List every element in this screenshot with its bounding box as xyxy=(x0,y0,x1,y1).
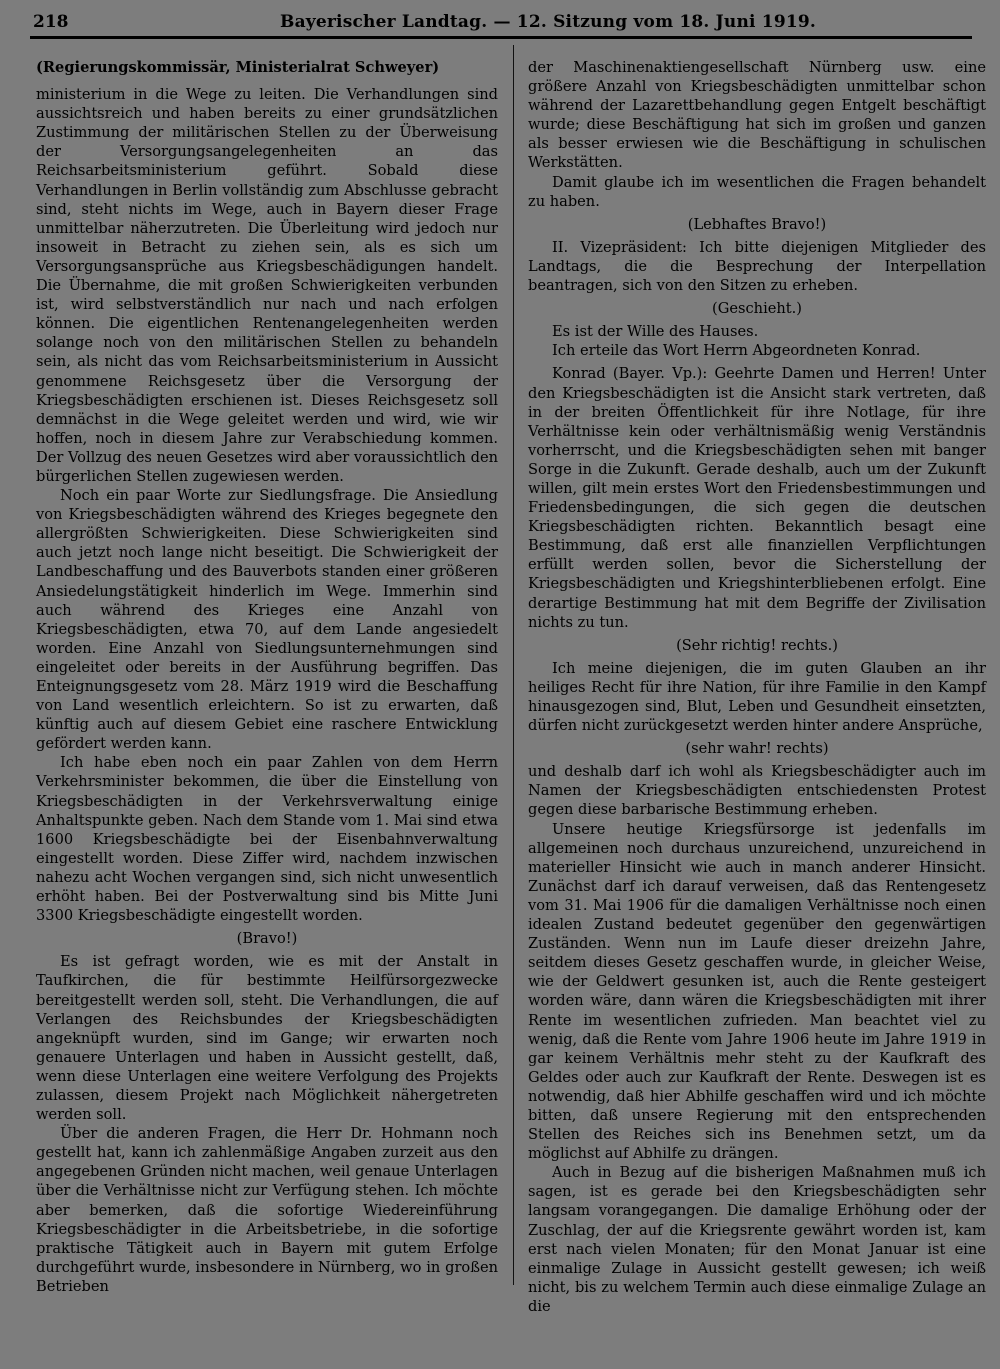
column-divider xyxy=(513,45,514,1285)
header-rule xyxy=(30,36,972,39)
running-title: Bayerischer Landtag. — 12. Sitzung vom 18. Juni 1919. xyxy=(280,12,817,32)
paragraph: und deshalb darf ich wohl als Kriegsbeschädigter auch im Namen der Kriegsbeschädigten entschiedensten Protest gegen diese barbarische Bestimmung erheben. xyxy=(528,763,986,819)
paragraph: Damit glaube ich im wesentlichen die Fragen behandelt zu haben. xyxy=(528,173,986,210)
paragraph: ministerium in die Wege zu leiten. Die Verhandlungen sind aussichtsreich und haben bereits zu einer grundsätzlichen Zustimmung der militärischen Stellen zu der Überweisung der Versorgungsangelegenheiten an das Reichsarbeitsministerium geführt. Sobald diese Verhandlungen in Berlin vollständig zum Abschlusse gebracht sind, steht nichts im Wege, auch in Bayern dieser Frage unmittelbar näherzutreten. Die Überleitung wird jedoch nur insoweit in Betracht zu ziehen sein, als es sich um Versorgungsansprüche aus Kriegsbeschädigungen handelt. Die Übernahme, die mit großen Schwierigkeiten verbunden ist, wird selbstverständlich nur nach und nach erfolgen können. Die eigentlichen Rentenangelegenheiten werden solange noch von den militärischen Stellen zu behandeln sein, als nicht das vom Reichsarbeitsministerium in Aussicht genommene Reichsgesetz über die Versorgung der Kriegsbeschädigten erschienen ist. Dieses Reichsgesetz soll demnächst in die Wege geleitet werden und wird, wie wir hoffen, noch in diesem Jahre zur Verabschiedung kommen. Der Vollzug des neuen Gesetzes wird aber voraussichtlich den bürgerlichen Stellen zugewiesen werden. xyxy=(36,86,498,485)
paragraph-konrad: Konrad (Bayer. Vp.): Geehrte Damen und Herren! Unter den Kriegsbeschädigten ist die Ansicht stark vertreten, daß in der breiten Öffentlichkeit für ihre Notlage, für ihre Verhältnisse kein oder verhältnismäßig wenig Verständnis vorherrscht, und die Kriegsbeschädigten sehen mit banger Sorge in die Zukunft. Gerade deshalb, auch um der Zukunft willen, gilt mein erstes Wort den Friedensbestimmungen und Friedensbedingungen, die sich gegen die deutschen Kriegsbeschädigten richten. Bekanntlich besagt eine Bestimmung, daß erst alle finanziellen Verpflichtungen erfüllt werden sollen, bevor die Sicherstellung der Kriegsbeschädigten und Kriegshinterbliebenen erfolgt. Eine derartige Bestimmung hat mit dem Begriffe der Zivilisation nichts zu tun. xyxy=(528,365,986,631)
interjection: (Lebhaftes Bravo!) xyxy=(687,215,827,233)
interjection: (Sehr richtig! rechts.) xyxy=(676,636,838,654)
paragraph: Unsere heutige Kriegsfürsorge ist jedenfalls im allgemeinen noch durchaus unzureichend, unzureichend in materieller Hinsicht wie auch in manch anderer Hinsicht. Zunächst darf ich darauf verweisen, daß das Rentengesetz vom 31. Mai 1906 für die damaligen Verhältnisse noch einen idealen Zustand bedeutet gegenüber den gegenwärtigen Zuständen. Wenn nun im Laufe dieser dreizehn Jahre, seitdem dieses Gesetz geschaffen wurde, in gleicher Weise, wie der Geldwert gesunken ist, auch die Rente gesteigert worden wäre, dann wären die Kriegsbeschädigten mit ihrer Rente im wesentlichen zufrieden. Man beachtet viel zu wenig, daß die Rente vom Jahre 1906 heute im Jahre 1919 in gar keinem Verhältnis mehr steht zu der Kaufkraft des Geldes oder auch zur Kaufkraft der Rente. Deswegen ist es notwendig, daß hier Abhilfe geschaffen wird und ich möchte bitten, daß unsere Regierung mit den entsprechenden Stellen des Reiches sich ins Benehmen setzt, um da möglichst auf Abhilfe zu drängen. xyxy=(528,820,986,1163)
paragraph: Über die anderen Fragen, die Herr Dr. Hohmann noch gestellt hat, kann ich zahlenmäßige Angaben zurzeit aus den angegebenen Gründen nicht machen, weil genaue Unterlagen über die Verhältnisse nicht zur Verfügung stehen. Ich möchte aber bemerken, daß die sofortige Wiedereinführung Kriegsbeschädigter in die Arbeitsbetriebe, in die sofortige praktische Tätigkeit auch in Bayern mit gutem Erfolge durchgeführt wurde, insbesondere in Nürnberg, wo in großen Betrieben xyxy=(36,1125,498,1295)
paragraph: Ich habe eben noch ein paar Zahlen von dem Herrn Verkehrsminister bekommen, die über die Einstellung von Kriegsbeschädigten in der Verkehrsverwaltung einige Anhaltspunkte geben. Nach dem Stande vom 1. Mai sind etwa 1600 Kriegsbeschädigte bei der Eisenbahnverwaltung eingestellt worden. Diese Ziffer wird, nachdem inzwischen nahezu acht Wochen vergangen sind, sich nicht unwesentlich erhöht haben. Bei der Postverwaltung sind bis Mitte Juni 3300 Kriegsbeschädigte eingestellt worden. xyxy=(36,754,498,925)
paragraph: Ich meine diejenigen, die im guten Glauben an ihr heiliges Recht für ihre Nation, für ihre Familie in den Kampf hinausgezogen sind, Blut, Leben und Gesundheit einsetzten, dürfen nicht zurückgesetzt werden hinter andere Ansprüche, xyxy=(528,659,986,735)
paragraph: Ich erteile das Wort Herrn Abgeordneten Konrad. xyxy=(552,342,921,360)
speaker-continuation: (Regierungskommissär, Ministerialrat Schweyer) xyxy=(36,59,440,76)
paragraph: der Maschinenaktiengesellschaft Nürnberg usw. eine größere Anzahl von Kriegsbeschädigten unmittelbar schon während der Lazarettbehandlung gegen Entgelt beschäftigt wurde; diese Beschäftigung hat sich im großen und ganzen als besser erwiesen wie die Beschäftigung in schulischen Werkstätten. xyxy=(528,59,986,172)
paragraph: Auch in Bezug auf die bisherigen Maßnahmen muß ich sagen, ist es gerade bei den Kriegsbeschädigten sehr langsam vorangegangen. Die damalige Erhöhung oder der Zuschlag, der auf die Kriegsrente gewährt worden ist, kam erst nach vielen Monaten; für den Monat Januar ist eine einmalige Zulage in Aussicht gestellt gewesen; ich weiß nicht, bis zu welchem Termin auch diese einmalige Zulage an die xyxy=(528,1164,986,1315)
page-number: 218 xyxy=(33,12,69,32)
interjection: (Geschieht.) xyxy=(712,300,802,318)
paragraph: Noch ein paar Worte zur Siedlungsfrage. Die Ansiedlung von Kriegsbeschädigten während des Krieges begegnete den allergrößten Schwierigkeiten. Diese Schwierigkeiten sind auch jetzt noch lange nicht beseitigt. Die Schwierigkeit der Landbeschaffung und des Bauverbots standen einer größeren Ansiedelungstätigkeit hinderlich im Wege. Immerhin sind auch während des Krieges eine Anzahl von Kriegsbeschädigten, etwa 70, auf dem Lande angesiedelt worden. Eine Anzahl von Siedlungsunternehmungen sind eingeleitet oder bereits in der Ausführung begriffen. Das Enteignungsgesetz vom 28. März 1919 wird die Beschaffung von Land wesentlich erleichtern. So ist zu erwarten, daß künftig auch auf diesem Gebiet eine raschere Entwicklung gefördert werden kann. xyxy=(36,487,498,753)
left-column xyxy=(36,58,498,1296)
paragraph: Es ist gefragt worden, wie es mit der Anstalt in Taufkirchen, die für bestimmte Heilfürsorgezwecke bereitgestellt werden soll, steht. Die Verhandlungen, die auf Verlangen des Reichsbundes der Kriegsbeschädigten angeknüpft wurden, sind im Gange; wir erwarten noch genauere Unterlagen und haben in Aussicht gestellt, daß, wenn diese Unterlagen eine weitere Verfolgung des Projekts zulassen, diesem Projekt nach Möglichkeit nähergetreten werden soll. xyxy=(36,953,498,1124)
paragraph-vizepraesident: II. Vizepräsident: Ich bitte diejenigen Mitglieder des Landtags, die die Besprechung der Interpellation beantragen, sich von den Sitzen zu erheben. xyxy=(528,238,986,295)
paragraph: Es ist der Wille des Hauses. xyxy=(552,323,759,341)
interjection: (Bravo!) xyxy=(236,930,298,948)
page-header xyxy=(30,12,972,36)
right-column xyxy=(528,58,986,1316)
interjection: (sehr wahr! rechts) xyxy=(685,740,829,758)
